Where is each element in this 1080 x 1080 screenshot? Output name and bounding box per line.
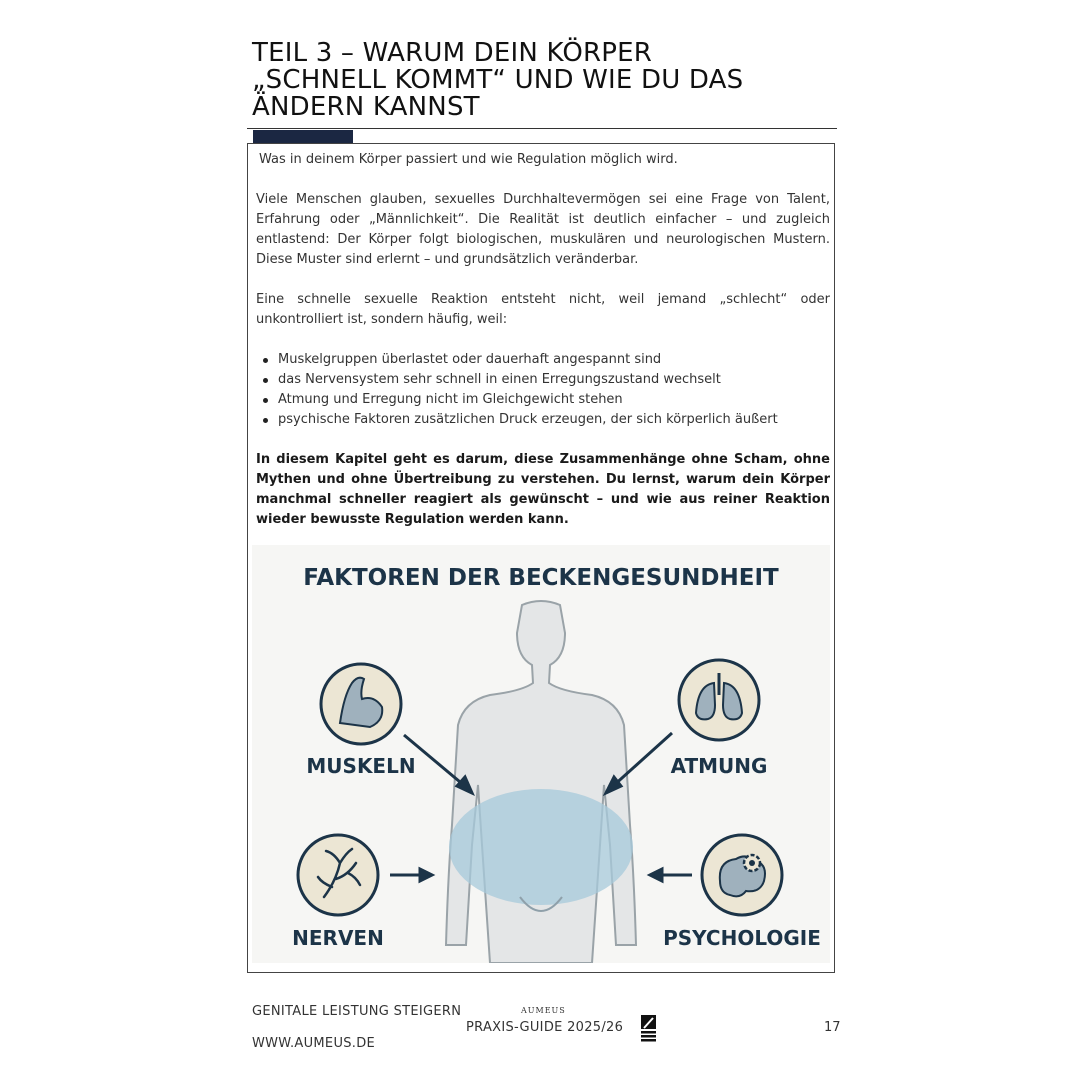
label-nerves: NERVEN — [292, 926, 384, 950]
intro-paragraph: Viele Menschen glauben, sexuelles Durchhaltevermögen sei eine Frage von Talent, Erfahrung oder „Männlichkeit“. Die Realität ist deutlich einfacher – und zugleich entlastend: Der Körper folgt biologischen, muskulären und neurologischen Mustern. Diese Muster sind erlernt – und grundsätzlich veränderbar. — [256, 192, 830, 267]
body-silhouette — [446, 601, 636, 963]
label-muscles: MUSKELN — [306, 754, 416, 778]
list-item: Atmung und Erregung nicht im Gleichgewicht stehen — [278, 390, 830, 410]
title-divider — [247, 128, 837, 129]
brain-gear-icon — [702, 835, 782, 915]
footer-book-title: GENITALE LEISTUNG STEIGERN — [252, 1004, 462, 1019]
pelvic-health-infographic — [252, 545, 830, 963]
brand-logo-icon — [640, 1014, 657, 1042]
infographic-svg — [252, 545, 830, 963]
list-item: das Nervensystem sehr schnell in einen Erregungszustand wechselt — [278, 370, 830, 390]
label-psychology: PSYCHOLOGIE — [663, 926, 821, 950]
pelvis-highlight — [449, 789, 633, 905]
footer-url[interactable]: WWW.AUMEUS.DE — [252, 1036, 376, 1051]
chapter-title-line: „SCHNELL KOMMT“ UND WIE DU DAS — [252, 65, 744, 95]
reason-list — [256, 350, 830, 430]
chapter-goal-paragraph: In diesem Kapitel geht es darum, diese Zusammenhänge ohne Scham, ohne Mythen und ohne Übertreibung zu verstehen. Du lernst, warum dein Körper manchmal schneller reagiert als gewünscht – und wie aus reiner Reaktion wieder bewusste Regulation werden kann. — [256, 452, 830, 527]
footer-brand: AUMEUS — [521, 1006, 566, 1015]
chapter-title — [252, 40, 852, 121]
list-item: Muskelgruppen überlastet oder dauerhaft angespannt sind — [278, 350, 830, 370]
footer-guide-label: PRAXIS-GUIDE 2025/26 — [466, 1020, 624, 1035]
list-item: psychische Faktoren zusätzlichen Druck erzeugen, der sich körperlich äußert — [278, 410, 830, 430]
chapter-title-line: ÄNDERN KANNST — [252, 92, 480, 122]
lungs-icon — [679, 660, 759, 740]
flexed-arm-icon — [321, 664, 401, 744]
title-accent-bar — [253, 130, 353, 143]
content-box — [247, 143, 835, 973]
reason-paragraph: Eine schnelle sexuelle Reaktion entsteht nicht, weil jemand „schlecht“ oder unkontrolliert ist, sondern häufig, weil: — [256, 292, 830, 327]
chapter-title-line: TEIL 3 – WARUM DEIN KÖRPER — [252, 38, 653, 68]
nerve-branch-icon — [298, 835, 378, 915]
label-breathing: ATMUNG — [670, 754, 768, 778]
infographic-title: FAKTOREN DER BECKENGESUNDHEIT — [303, 565, 779, 591]
page-number: 17 — [824, 1020, 841, 1035]
chapter-subtitle: Was in deinem Körper passiert und wie Regulation möglich wird. — [259, 152, 678, 167]
